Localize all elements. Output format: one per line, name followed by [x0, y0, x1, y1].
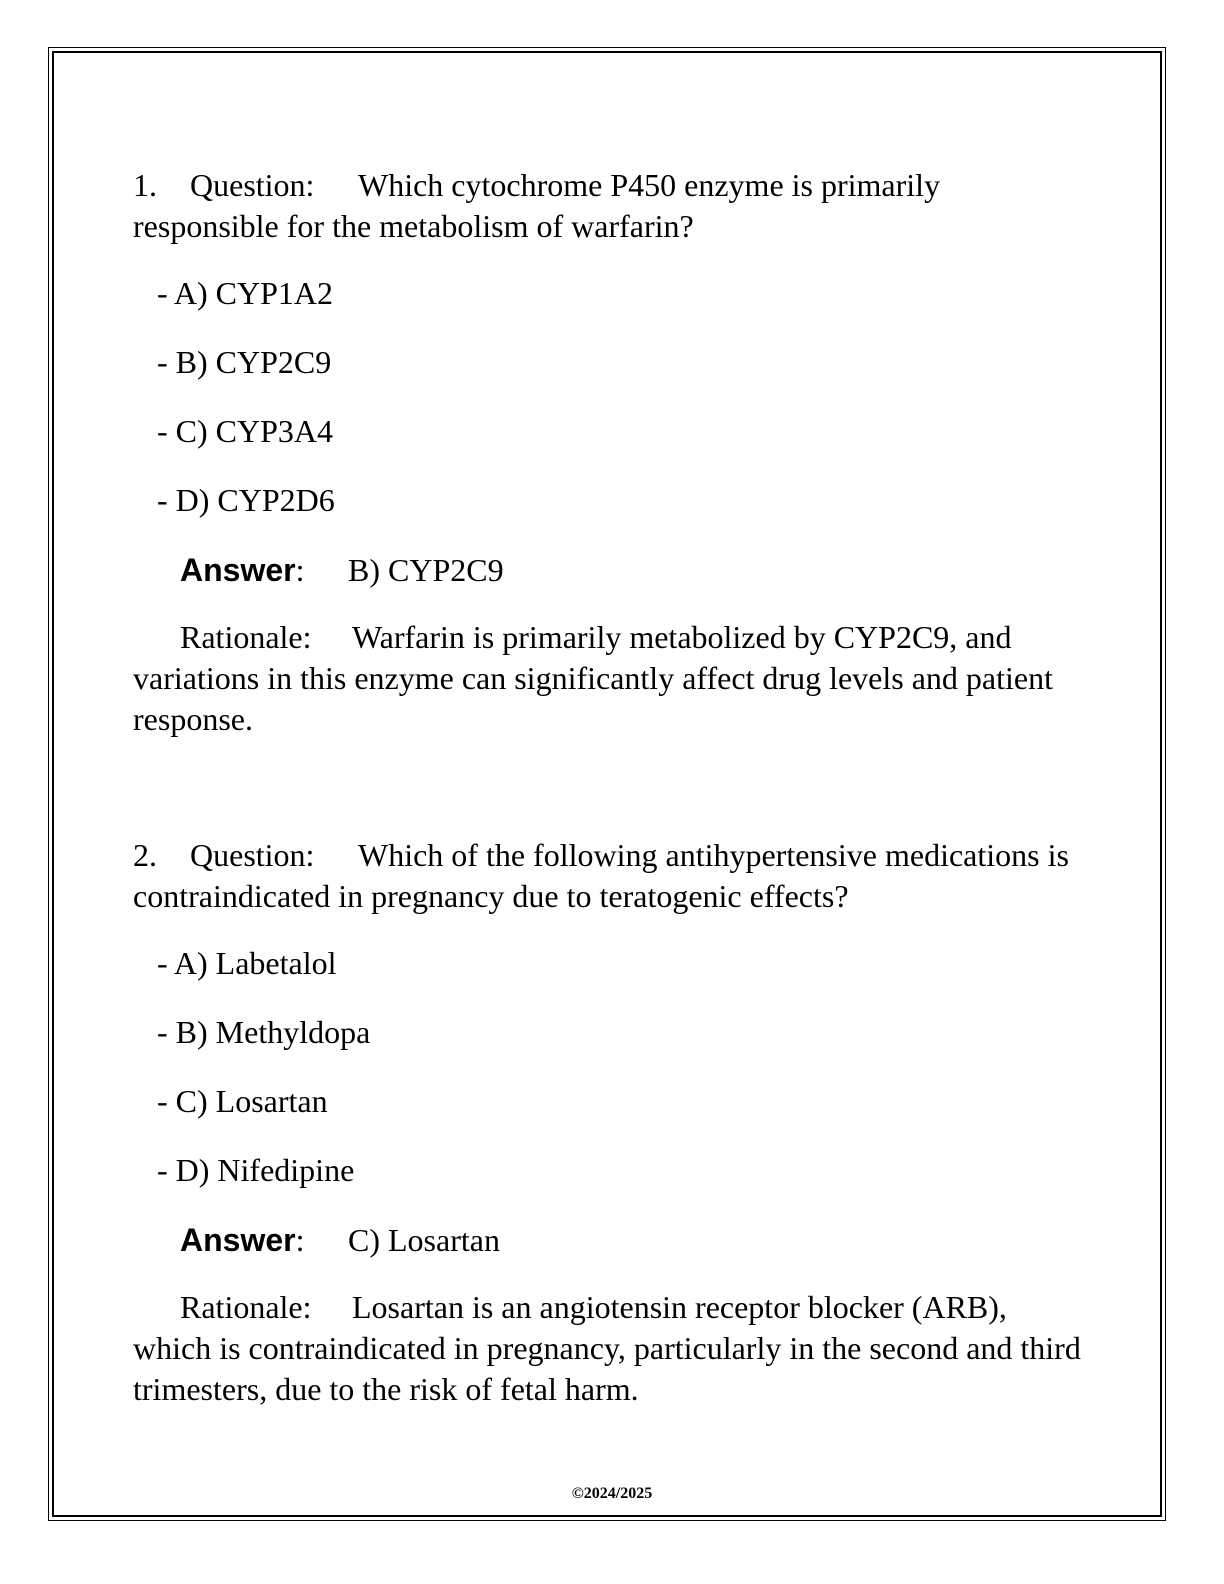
answer-label: Answer: [180, 552, 305, 588]
answer-1 [180, 550, 1093, 591]
rationale-text: Warfarin is primarily metabolized by CYP2C9, and variations in this enzyme can significantly affect drug levels and patient response. [133, 619, 1053, 737]
option-d: - D) CYP2D6 [157, 482, 335, 518]
question-block-2 [133, 835, 1093, 1410]
copyright-footer: ©2024/2025 [571, 1485, 653, 1502]
question-text: Which of the following antihypertensive medications is contraindicated in pregnancy due to teratogenic effects? [133, 837, 1069, 914]
option-b: - B) CYP2C9 [157, 344, 332, 380]
option-c: - C) CYP3A4 [157, 413, 334, 449]
document-content [133, 165, 1093, 1410]
answer-label: Answer: [180, 1222, 305, 1258]
question-label: Question: [190, 167, 315, 203]
question-number: 2. [133, 837, 157, 873]
rationale-1 [133, 617, 1093, 740]
option-a: - A) CYP1A2 [157, 275, 334, 311]
question-text: Which cytochrome P450 enzyme is primarily responsible for the metabolism of warfarin? [133, 167, 941, 244]
question-number: 1. [133, 167, 157, 203]
answer-2 [180, 1220, 1093, 1261]
rationale-2 [133, 1287, 1093, 1410]
option-d: - D) Nifedipine [157, 1152, 355, 1188]
answer-value: B) CYP2C9 [348, 552, 504, 588]
question-block-1 [133, 165, 1093, 740]
question-label: Question: [190, 837, 315, 873]
question-1 [133, 165, 1093, 247]
option-a: - A) Labetalol [157, 945, 337, 981]
option-b: - B) Methyldopa [157, 1014, 371, 1050]
rationale-text: Losartan is an angiotensin receptor blocker (ARB), which is contraindicated in pregnancy, particularly in the second and third trimesters, due to the risk of fetal harm. [133, 1289, 1081, 1407]
rationale-label: Rationale: [180, 619, 312, 655]
question-2 [133, 835, 1093, 917]
rationale-label: Rationale: [180, 1289, 312, 1325]
answer-value: C) Losartan [348, 1222, 500, 1258]
option-c: - C) Losartan [157, 1083, 328, 1119]
